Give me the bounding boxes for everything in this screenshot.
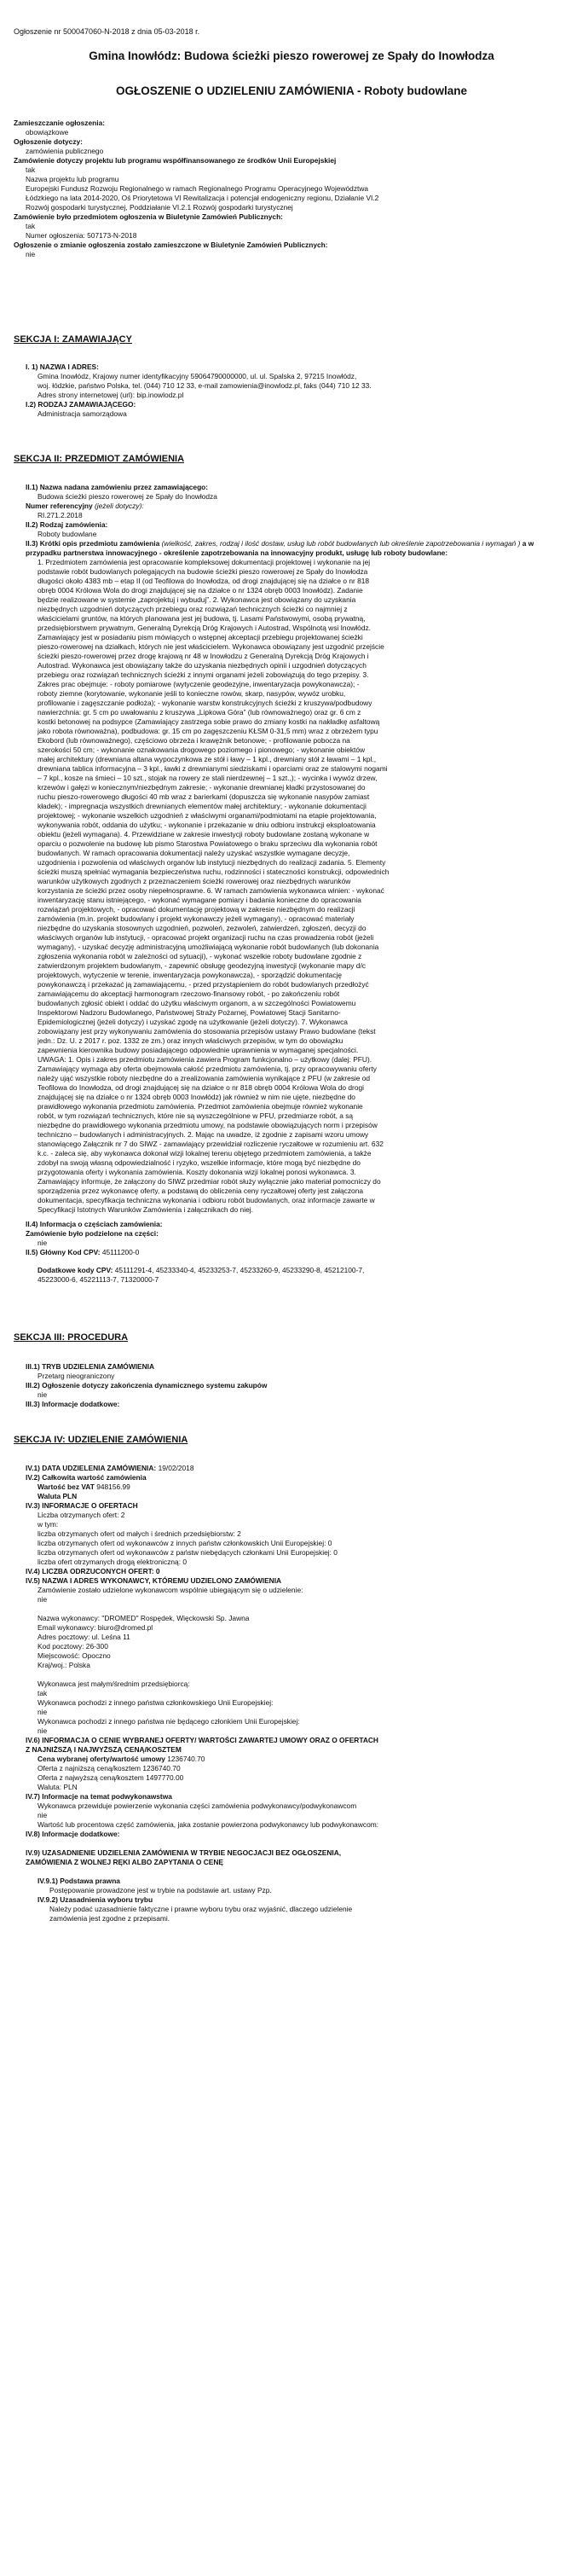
description-line: niezbędne do prawidłowego wykonania przedmiotu umowy, na podstawie obowiązujących norm i przepisów xyxy=(38,1121,378,1129)
contract-type-value: Roboty budowlane xyxy=(38,530,97,538)
description-line: uzgodnienia i pozwolenia od właściwych organów lub instytucji niezbędnych do realizacji zadania. 5. Elementy xyxy=(38,858,386,867)
price-info-label: Z NAJNIŻSZĄ I NAJWYŻSZĄ CENĄ/KOSZTEM xyxy=(26,1745,182,1754)
description-line: techniczno – budowlanych i administracyjnych. 2. Mając na uwadze, iż zgodnie z zapisami wzoru umowy xyxy=(38,1130,369,1139)
description-line: pieszo-rowerowej na działkach, których nie jest właścicielem. Wykonawca obowiązany jest uzgodnić przejście xyxy=(38,642,384,651)
description-line: 1. Przedmiotem zamówienia jest opracowanie kompleksowej dokumentacji projektowej i wykonanie na jej xyxy=(38,558,371,566)
cpv-additional-line: 45111291-4, 45233340-4, 45233253-7, 45233260-9, 45233290-8, 45212100-7, xyxy=(114,1266,365,1274)
contractor-country: Kraj/woj.: Polska xyxy=(38,1661,90,1669)
contractor-email: Email wykonawcy: biuro@dromed.pl xyxy=(38,1623,153,1632)
description-line: należy ująć wszystkie roboty niezbędne do a zrealizowania zamówienia wynikające z PFU (w zakresie od xyxy=(38,1074,371,1082)
justification-label: ZAMÓWIENIA Z WOLNEJ RĘKI ALBO ZAPYTANIA O CENĘ xyxy=(26,1858,224,1866)
name-address-label: I. 1) NAZWA I ADRES: xyxy=(26,363,99,371)
offers-line: liczba otrzymanych ofert od małych i średnich przedsiębiorstw: 2 xyxy=(38,1529,241,1538)
currency-label: Waluta xyxy=(38,1492,61,1500)
offers-line: liczba otrzymanych ofert od wykonawców z państw niebędących członkami Unii Europejskiej: 0 xyxy=(38,1548,338,1557)
description-line: przygotowania oferty i wykonania zamówienia. Koszty dokonania wizji lokalnej ponosi wykonawca. 3. xyxy=(38,1168,356,1176)
intro-value: tak xyxy=(26,165,36,174)
description-line: robót, w tym rozwiązań technicznych, które nie są wyszczególnione w PFU, przedmiarze robót, a są xyxy=(38,1111,354,1120)
contract-type-label: II.2) Rodzaj zamówienia: xyxy=(26,520,108,529)
intro-label: Ogłoszenie dotyczy: xyxy=(14,137,83,146)
description-line: obręb 0004 Królowa Wola do drogi znajdującej się na działce o nr 1324 obręb 0003 Inowłódz). Zadanie xyxy=(38,586,363,595)
section-ii-body xyxy=(14,483,569,1215)
website-line: Adres strony internetowej (url): bip.inowlodz.pl xyxy=(38,391,184,399)
description-line: przebiegu oraz rozwiązań technicznych ścieżki z innymi organami jeżeli zobowiązują do tego przepisy. 3. xyxy=(38,670,369,679)
description-line: prawidłowego wykonania przedmiotu zamówienia. Przedmiot zamówienia obejmuje również wykonanie xyxy=(38,1102,363,1111)
description-line: oparciu o pozwolenie na budowę lub pismo Starostwa Powiatowego o braku sprzeciwu dla wykonania robót xyxy=(38,839,378,848)
price-info-label: IV.6) INFORMACJA O CENIE WYBRANEJ OFERTY/ WARTOŚCI ZAWARTEJ UMOWY ORAZ O OFERTACH xyxy=(26,1736,378,1744)
cpv-additional-label: Dodatkowe kody CPV: xyxy=(38,1266,113,1274)
description-line: ścieżki muszą spełniać wymagania bezpieczeństwa ruchu, rodzinności i stateczności konstrukcji, odpowiednich xyxy=(38,867,390,876)
description-line: krzewów i gałęzi w koniecznym/niezbędnym zakresie; - wykonanie drewnianej kładki przystosowanej do xyxy=(38,783,366,792)
value-net: 948156.99 xyxy=(96,1482,130,1491)
description-line: projektowej; - wykonanie wszelkich uzgodnień z właściwymi organami/podmiotami na etapie projektowania, xyxy=(38,811,377,820)
description-line: dokumentacja, specyfikacja techniczna wykonania i odbioru robót budowlanych, oraz informacje zawarte w xyxy=(38,1196,375,1204)
description-line: właścicielami gruntów, na których planowana jest jej budowa, tj. Lasami Państwowymi, osobą prywatną, xyxy=(38,614,366,623)
section-iii-body xyxy=(14,1362,569,1409)
description-line: szerokości 50 cm; - wykonanie oznakowania drogowego poziomego i pionowego; - wykonanie obiektów xyxy=(38,746,366,754)
description-line: znajdującej się na działce o nr 1324 obręb 0003 Inowłódz) jak również w nim nie ujęte, niezbędne do xyxy=(38,1093,355,1101)
description-line: podstawie robót budowlanych polegających na budowie ścieżki pieszo rowerowej ze Spały do Inowłodza xyxy=(38,567,368,576)
procedure-value: Przetarg nieograniczony xyxy=(38,1372,115,1380)
dps-label: III.2) Ogłoszenie dotyczy zakończenia dynamicznego systemu zakupów xyxy=(26,1381,268,1390)
justification-label: IV.9) UZASADNIENIE UDZIELENIA ZAMÓWIENIA W TRYBIE NEGOCJACJI BEZ OGŁOSZENIA, xyxy=(26,1848,342,1857)
description-line: UWAGA: 1. Opis i zakres przedmiotu zamówienia zawiera Program funkcjonalno – użytkowy (dalej: PFU). xyxy=(38,1055,372,1064)
description-line: budowlanych zgłosić obiekt i oddać do użytku właściwym organom, a w szczególności Powiatowemu xyxy=(38,999,356,1007)
parts-question: Zamówienie było podzielone na części: xyxy=(26,1229,159,1238)
description-line: obiektu (jeżeli wymagana). 4. Przewidziane w zakresie inwestycji roboty budowlane zostaną wykonane w xyxy=(38,830,370,838)
description-line: inwentaryzację stanu istniejącego, - wykonać wymagane pomiary i badania konieczne do opracowania xyxy=(38,896,361,904)
intro-value: obowiązkowe xyxy=(26,128,69,136)
description-tail: a w przypadku partnerstwa innowacyjnego - określenie zapotrzebowania na innowacyjny produkt, usługę lub roboty budowlane: xyxy=(26,539,534,557)
description-line: długości około 4383 mb – etap II (od Teofilowa do Inowłodza, od drogi znajdującej się na działce o nr 818 xyxy=(38,577,370,585)
offers-line: w tym: xyxy=(38,1520,59,1529)
cpv-main-label: II.5) Główny Kod CPV: xyxy=(26,1248,101,1256)
offers-line: liczba otrzymanych ofert od wykonawców z innych państw członkowskich Unii Europejskiej: 0 xyxy=(38,1539,332,1547)
subcontracting-line: nie xyxy=(38,1811,48,1819)
description-line: będzie realizowane w systemie „zaprojektuj i wybuduj”. 2. Wykonawca jest obowiązany do uzyskania xyxy=(38,595,356,604)
description-line: Teofilowa do Inowłodza, od drogi znajdującej się na działce o nr 818 obręb 0004 Królowa Wola do drogi xyxy=(38,1083,365,1092)
address-line: woj. łódzkie, państwo Polska, tel. (044) 710 12 33, e-mail zamowienia@inowlodz.pl, faks (044) 710 12 33. xyxy=(38,381,372,390)
currency-value: PLN xyxy=(62,1492,78,1500)
description-line: Autostrad. Wykonawca jest obowiązany także do uzyskania niezbędnych opinii i uzgodnień dotyczących xyxy=(38,661,367,670)
contractor-name: Nazwa wykonawcy: "DROMED" Rospędek, Więckowski Sp. Jawna xyxy=(38,1614,250,1622)
page-title: Gmina Inowłódz: Budowa ścieżki pieszo rowerowej ze Spały do Inowłodza xyxy=(89,49,494,62)
reference-hint: (jeżeli dotyczy): xyxy=(95,502,144,510)
contractor-line: Wykonawca jest małym/średnim przedsiębiorcą: xyxy=(38,1680,190,1688)
contractor-city: Miejscowość: Opoczno xyxy=(38,1651,111,1660)
value-net-label: Wartość bez VAT xyxy=(38,1482,95,1491)
contractor-line: tak xyxy=(38,1689,48,1697)
legal-basis-label: IV.9.1) Podstawa prawna xyxy=(38,1877,120,1885)
description-line: jako robota równoważna), podbudowa: gr. 15 cm po zagęszczeniu KŁSM 0-31,5 mm) wraz z obrzeżem typu xyxy=(38,727,378,735)
description-line: małej architektury (drewniana altana wypoczynkowa ze stół i ławy – 1 kpl., drewniany stół z ławami – 1 kpl., xyxy=(38,755,377,763)
description-line: nawierzchnia: gr. 5 cm po uwałowaniu z kruszywa „Lipkowa Góra” (lub równoważnego) oraz gr. 6 cm z xyxy=(38,708,361,717)
reference-label: Numer referencyjny xyxy=(26,502,93,510)
intro-value: Rozwój gospodarki turystycznej, Poddziałanie VI.2.1 Rozwój gospodarki turystycznej xyxy=(26,203,293,212)
section-iii-heading: SEKCJA III: PROCEDURA xyxy=(14,1332,129,1343)
description-line: projektowych, wytyczenie w terenie, inwentaryzacja powykonawcza), - sporządzić dokumentację xyxy=(38,971,343,979)
intro-value: Numer ogłoszenia: 507173-N-2018 xyxy=(26,231,137,240)
justification-line: zamówienia jest zgodne z przepisami. xyxy=(49,1914,170,1923)
description-line: kostki betonowej na podsypce (Zamawiający zastrzega sobie prawo do zmiany kostki na nakładkę asfaltową xyxy=(38,717,380,726)
purchaser-type-value: Administracja samorządowa xyxy=(38,409,127,418)
additional-info-label: IV.8) Informacje dodatkowe: xyxy=(26,1830,120,1838)
section-iv-body xyxy=(14,1464,569,1923)
purchaser-type-label: I.2) RODZAJ ZAMAWIAJĄCEGO: xyxy=(26,400,136,409)
section-ii-heading: SEKCJA II: PRZEDMIOT ZAMÓWIENIA xyxy=(14,454,185,464)
contractor-line: Wykonawca pochodzi z innego państwa nie będącego członkiem Unii Europejskiej: xyxy=(38,1717,300,1726)
intro-label: Zamieszczanie ogłoszenia: xyxy=(14,119,106,127)
description-line: wykonywania robót, oddania do użytku; - wykonanie i przekazanie w dniu odbioru instrukcji eksploatowania xyxy=(38,821,376,829)
description-line: zdobył na swoją własną odpowiedzialność i ryzyko, wszelkie informacje, które mogą być niezbędne do xyxy=(38,1158,361,1167)
intro-value: Nazwa projektu lub programu xyxy=(26,175,119,183)
description-label: II.3) Krótki opis przedmiotu zamówienia xyxy=(26,539,160,548)
description-line: – 7 kpl., kosze na śmieci – 10 szt., stojak na rowery ze stali nierdzewnej – 1 szt.,); - wycinka i wywóz drzew, xyxy=(38,774,378,782)
description-line: budowlanych. W ramach opracowania dokumentacji należy uzyskać wszystkie wymagane decyzje, xyxy=(38,849,350,857)
description-line: zamówienia (m.in. projekt budowlany i projekt wykonawczy jeżeli wymagany), - opracować materiały xyxy=(38,914,355,923)
intro-label: Zamówienie było przedmiotem ogłoszenia w Biuletynie Zamówień Publicznych: xyxy=(14,212,283,221)
contractor-address: Adres pocztowy: ul. Leśna 11 xyxy=(38,1633,130,1641)
contract-name-value: Budowa ścieżki pieszo rowerowej ze Spały do Inowłodza xyxy=(38,492,217,501)
address-line: Gmina Inowłódz, Krajowy numer identyfikacyjny 59064790000000, ul. ul. Spalska 2, 97215 Inowłódz, xyxy=(38,372,357,380)
description-text xyxy=(14,558,569,1215)
description-line: Zamawiający informuje, że załączony do SIWZ przedmiar robót służy wyłącznie jako materiał pomocniczy do xyxy=(38,1177,381,1186)
contractor-line: Wykonawca pochodzi z innego państwa członkowskiego Unii Europejskiej: xyxy=(38,1698,274,1707)
description-line: Inspektorowi Nadzoru Budowlanego, Państwowej Straży Pożarnej, Powiatowej Stacji Sanitarno- xyxy=(38,1008,341,1017)
description-line: ścieżki pieszo-rowerowej przez drogę krajową nr 48 w Inowłodzu z Generalną Dyrekcją Dróg Krajowych i xyxy=(38,652,369,660)
cpv-main-value: 45111200-0 xyxy=(101,1248,140,1256)
description-line: Zamawiający jest w posiadaniu pism mówiących o wstępnej akceptacji przebiegu projektowanej ścieżki xyxy=(38,633,363,641)
description-line: zatwierdzonym projektem budowlanym, - zapewnić obsługę geodezyjną inwestycji (wykonanie mapy d/c xyxy=(38,961,366,970)
procedure-info-label: III.3) Informacje dodatkowe: xyxy=(26,1400,120,1408)
parts-label: II.4) Informacja o częściach zamówienia: xyxy=(26,1220,163,1228)
description-line: zobowiązany jest przy wykonywaniu zamówienia do stosowania przepisów ustawy Prawo budowlane (tekst xyxy=(38,1027,376,1036)
description-line: właściwych organów lub instytucji, - opracować projekt organizacji ruchu na czas prowadzenia robót (jeżeli xyxy=(38,933,374,942)
offers-info-label: IV.3) INFORMACJE O OFERTACH xyxy=(26,1501,138,1510)
contract-name-label: II.1) Nazwa nadana zamówieniu przez zamawiającego: xyxy=(26,483,209,491)
description-line: Ekobord (lub równoważnego), częściowo obrzeża i krawężnik betonowe; - profilowanie pobocza na xyxy=(38,736,350,745)
contractor-line: nie xyxy=(38,1726,48,1735)
contractor-line: nie xyxy=(38,1595,48,1604)
total-value-label: IV.2) Całkowita wartość zamówienia xyxy=(26,1473,147,1482)
intro-value: Europejski Fundusz Rozwoju Regionalnego w ramach Regionalnego Programu Operacyjnego Województwa xyxy=(26,184,369,193)
contractor-line: Zamówienie zostało udzielone wykonawcom wspólnie ubiegającym się o udzielenie: xyxy=(38,1586,303,1594)
intro-block xyxy=(14,119,569,259)
description-line: sporządzenia przez wykonawcę oferty, a podstawą do obliczenia ceny ryczałtowej oferty jest załączona xyxy=(38,1186,364,1195)
description-line: jedn.: Dz. U. z 2017 r. poz. 1332 ze zm.) oraz innych właściwych przepisów, w tym do obowiązku xyxy=(38,1036,343,1045)
description-line: Zakres prac obejmuje: - roboty pomiarowe (wytyczenie geodezyjne, inwentaryzacja powykonawcza); - xyxy=(38,680,360,688)
description-line: zapewnienia kierownika budowy posiadającego odpowiednie uprawnienia w wymaganej specjalności. xyxy=(38,1046,359,1054)
section-i-heading: SEKCJA I: ZAMAWIAJĄCY xyxy=(14,334,132,345)
description-line: przedsiębiorstwem prywatnym, Generalną Dyrekcją Dróg Krajowych i Autostrad, Wspólnotą wsi Inowłódz. xyxy=(38,624,371,632)
contractor-label: IV.5) NAZWA I ADRES WYKONAWCY, KTÓREMU UDZIELONO ZAMÓWIENIA xyxy=(26,1576,282,1585)
procedure-label: III.1) TRYB UDZIELENIA ZAMÓWIENIA xyxy=(26,1362,155,1371)
award-date-label: IV.1) DATA UDZIELENIA ZAMÓWIENIA: xyxy=(26,1464,157,1472)
price-line: Oferta z najwyższą ceną/kosztem 1497770.00 xyxy=(38,1773,184,1782)
section-iv-heading: SEKCJA IV: UDZIELENIE ZAMÓWIENIA xyxy=(14,1435,188,1445)
description-line: stanowiącego Załącznik nr 7 do SIWZ - zamawiający przewidział rozliczenie ryczałtowe w rozumieniu art. 632 xyxy=(38,1140,384,1148)
cpv-additional-line: 45223000-6, 45221113-7, 71320000-7 xyxy=(38,1275,159,1284)
description-line: profilowanie i zagęszczanie podłoża); - wykonanie warstw konstrukcyjnych ścieżki z kruszywa/podbudowy xyxy=(38,699,372,707)
description-line: Zamawiający wymaga aby oferta obejmowała całość przedmiotu zamówienia, tj. przy opracowywaniu oferty xyxy=(38,1065,377,1073)
offers-line: Liczba otrzymanych ofert: 2 xyxy=(38,1511,125,1519)
section-ii-parts xyxy=(14,1220,569,1285)
description-line: Epidemiologicznej (jeżeli dotyczy) i uzyskać zgodę na użytkowanie (jeżeli dotyczy). 7. Wykonawca xyxy=(38,1018,348,1026)
reference-value: RI.271.2.2018 xyxy=(38,511,83,519)
description-line: korzystania ze ścieżki przez osoby niepełnosprawne. 6. W ramach zamówienia wykonawca winien: - wykonać xyxy=(38,886,384,895)
price-line: Waluta: PLN xyxy=(38,1783,78,1791)
intro-value: tak xyxy=(26,222,36,230)
description-hint: (wielkość, zakres, rodzaj i ilość dostaw, usług lub robót budowlanych lub określenie zapotrzebowania i wymagań ) xyxy=(161,539,521,548)
description-line: k.c. - zaleca się, aby wykonawca dokonał wizji lokalnej terenu objętego przedmiotem zamówienia, a także xyxy=(38,1149,372,1157)
intro-value: zamówienia publicznego xyxy=(26,147,104,155)
offers-line: liczba ofert otrzymanych drogą elektroniczną: 0 xyxy=(38,1558,188,1566)
page-subtitle: OGŁOSZENIE O UDZIELENIU ZAMÓWIENIA - Roboty budowlane xyxy=(116,84,467,97)
description-line: powykonawczą i przekazać ją zamawiającemu, - przed przystąpieniem do robót budowlanych przedłożyć xyxy=(38,980,369,989)
description-line: niezbędnych uzgodnień dotyczących przebiegu oraz rozwiązań technicznych ścieżki co najmniej z xyxy=(38,605,348,613)
description-line: zamawiającemu do akceptacji harmonogram rzeczowo-finansowy robót, - po zakończeniu robót xyxy=(38,989,340,998)
legal-basis-line: Postępowanie prowadzone jest w trybie na podstawie art. ustawy Pzp. xyxy=(49,1886,272,1894)
description-line: wymagany), - uzyskać decyzję administracyjną umożliwiającą wykonanie robót budowlanych (lub dokonania xyxy=(38,943,379,951)
award-date-value: 19/02/2018 xyxy=(158,1464,194,1472)
rejected-offers-label: IV.4) LICZBA ODRZUCONYCH OFERT: 0 xyxy=(26,1567,160,1575)
section-i-body xyxy=(14,363,569,419)
price-line: Oferta z najniższą ceną/kosztem 1236740.70 xyxy=(38,1764,181,1772)
description-line: niezbędne do uzyskania stosownych uzgodnień, pozwoleń, zezwoleń, zatwierdzeń, zgłoszeń, decyzji do xyxy=(38,924,367,932)
description-line: zgłoszenia wykonania robót w zależności od sytuacji), - wykonać wszelkie roboty budowlane zgodnie z xyxy=(38,952,362,960)
description-line: drewniana tablica informacyjna – 3 kpl., ławki z drewnianymi siedziskami i oparciami oraz ze stalowymi nogami xyxy=(38,764,388,773)
intro-label: Zamówienie dotyczy projektu lub programu współfinansowanego ze środków Unii Europejskiej xyxy=(14,156,337,165)
contractor-line: nie xyxy=(38,1708,48,1716)
intro-label: Ogłoszenie o zmianie ogłoszenia zostało zamieszczone w Biuletynie Zamówień Publicznych: xyxy=(14,241,328,249)
description-line: ruchu pieszo-rowerowego długości 40 mb wraz z barierkami (dopuszcza się wykonanie nasypów zamiast xyxy=(38,792,370,801)
contractor-postcode: Kod pocztowy: 26-300 xyxy=(38,1642,108,1651)
intro-value: Łódzkiego na lata 2014-2020, Oś Priorytetowa VI Rewitalizacja i potencjał endogeniczny regionu, Działanie VI.2 xyxy=(26,194,379,202)
justification-line: Należy podać uzasadnienie faktyczne i prawne wyboru trybu oraz wyjaśnić, dlaczego udzielenie xyxy=(49,1905,353,1913)
intro-value: nie xyxy=(26,250,36,258)
description-line: roboty ziemne (korytowanie, wykonanie jeśli to konieczne rowów, skarp, nasypów, wywóz urobku, xyxy=(38,689,346,698)
announcement-number: Ogłoszenie nr 500047060-N-2018 z dnia 05-03-2018 r. xyxy=(14,27,200,36)
subcontracting-label: IV.7) Informacje na temat podwykonawstwa xyxy=(26,1792,172,1801)
description-line: Specyfikacji Istotnych Warunków Zamówienia i załącznikach do niej. xyxy=(38,1205,253,1214)
contract-price-value: 1236740.70 xyxy=(167,1755,205,1763)
description-line: rozwiązań projektowych, - opracować dokumentację projektową w zakresie niezbędnym do realizacji xyxy=(38,905,355,914)
dps-value: nie xyxy=(38,1390,48,1399)
justification-choice-label: IV.9.2) Uzasadnienia wyboru trybu xyxy=(38,1895,153,1904)
parts-value: nie xyxy=(38,1239,48,1247)
subcontracting-line: Wykonawca przewiduje powierzenie wykonania części zamówienia podwykonawcy/podwykonawcom xyxy=(38,1801,357,1810)
contract-price-label: Cena wybranej oferty/wartość umowy xyxy=(38,1755,165,1763)
subcontracting-line: Wartość lub procentowa część zamówienia, jaka zostanie powierzona podwykonawcy lub podwykonawcom: xyxy=(38,1820,379,1829)
description-line: warunków użytkowych zgodnych z przeznaczeniem ścieżki rowerowej oraz niezbędnych warunków xyxy=(38,877,351,885)
description-line: kładek); - impregnacja wszystkich drewnianych elementów małej architektury; - wykonanie dokumentacji xyxy=(38,802,367,810)
